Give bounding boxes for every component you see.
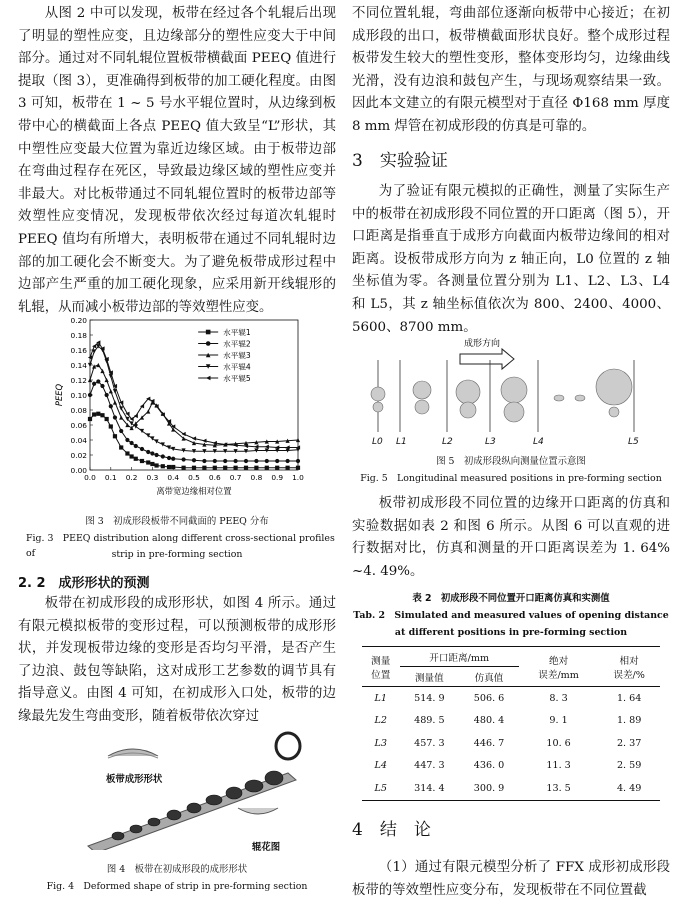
y-tick-label: 0.10 [70, 390, 87, 400]
legend-marker [206, 376, 211, 381]
series-1-point [140, 459, 144, 463]
section-4-title: 4 结 论 [352, 820, 431, 840]
series-2-point [254, 459, 258, 463]
section-3-title: 3 实验验证 [352, 151, 448, 171]
table-header-abs [519, 647, 598, 687]
table-cell-rel: 4. 49 [598, 777, 660, 800]
table-row [362, 755, 660, 778]
table-cell-abs: 8. 3 [549, 692, 568, 704]
x-tick-label: 0.1 [104, 473, 117, 482]
series-5-point [254, 445, 258, 449]
x-tick-label: 0.0 [84, 473, 96, 482]
y-tick-label: 0.12 [70, 375, 87, 385]
table2-title-en-2: at different positions in pre-forming section [394, 627, 628, 638]
y-tick-label: 0.08 [70, 405, 87, 415]
fig5-diagram [352, 332, 670, 450]
left-paragraph-2: 板带在初成形段的成形形状，如图 4 所示。通过有限元模拟板带的变形过程，可以预测板带的成形形状，并发现板带边缘的变形是否均匀平滑，是否产生了边浪、鼓包等缺陷，这对成形工艺参数的调节具有指导意义。由图 4 可知，在初成形入口处，板带的边缘最先发生弯曲变形，随着板带依次穿过 [18, 596, 336, 724]
fig3-chart [18, 308, 336, 508]
series-2-point [130, 441, 134, 445]
series-2-point [202, 459, 206, 463]
series-1-point [213, 466, 217, 470]
series-5-point [192, 436, 196, 440]
table-cell-rel: 1. 64 [616, 692, 642, 704]
legend-label: 水平辊2 [223, 339, 251, 349]
x-tick-label: 0.5 [188, 473, 200, 482]
table-cell-rel: 1. 89 [616, 715, 642, 727]
series-2-point [88, 393, 92, 397]
series-2-point [244, 459, 248, 463]
series-2-point [234, 459, 238, 463]
series-2-point [134, 444, 138, 448]
table-cell-sim: 300. 9 [459, 777, 519, 800]
series-1-point [171, 465, 175, 469]
series-5-point [265, 445, 269, 449]
series-2-point [109, 404, 113, 408]
series-1-point [134, 457, 138, 461]
table2-title-cn: 表 2 初成形段不同位置开口距离仿真和实测值 [412, 593, 610, 604]
table-cell-rel: 2. 59 [616, 760, 642, 772]
table-header-opening: 开口距离/mm [400, 647, 519, 667]
table-cell-pos: L4 [374, 760, 387, 772]
fig4-caption-en: Fig. 4 Deformed shape of strip in pre-forming section [46, 881, 308, 892]
series-1-point [113, 434, 117, 438]
series-3-point [113, 400, 117, 404]
y-tick-label: 0.06 [70, 420, 87, 430]
y-tick-label: 0.16 [70, 345, 87, 355]
table-header-measured: 测量值 [400, 667, 460, 687]
table-cell-meas: 489. 5 [414, 715, 445, 727]
table-cell-meas: 514. 9 [414, 692, 445, 704]
series-2-point [286, 459, 290, 463]
table-cell-pos: L1 [374, 692, 387, 704]
series-1-point [223, 466, 227, 470]
header-pos-line1: 测量 [371, 655, 391, 667]
fig5-pos-L4: L4 [533, 437, 544, 447]
fig5-caption-en: Fig. 5 Longitudinal measured positions in pre-forming section [360, 473, 662, 484]
series-1-point [96, 412, 100, 416]
series-2-point [192, 458, 196, 462]
fig4-caption-cn: 图 4 板带在初成形段的成形形状 [106, 864, 248, 875]
header-pos-line2: 位置 [371, 669, 391, 681]
table-row [362, 710, 660, 733]
table-cell-abs: 13. 5 [519, 777, 598, 800]
series-1-point [88, 417, 92, 421]
table-cell-sim: 436. 0 [473, 760, 505, 772]
series-1-point [167, 465, 171, 469]
series-2-point [125, 438, 129, 442]
fig5-pos-L0: L0 [372, 437, 383, 447]
series-2-point [105, 393, 109, 397]
section-2-2-title: 2. 2 成形形状的预测 [18, 576, 150, 591]
fig3-caption-en-1: Fig. 3 PEEQ distribution along different cross-sectional profiles of [26, 533, 335, 559]
series-1-point [100, 413, 104, 417]
table-row [362, 777, 660, 800]
series-2-point [92, 382, 96, 386]
series-1-point [244, 466, 248, 470]
fig5-arrow-label: 成形方向 [464, 339, 501, 349]
series-1-point [161, 464, 165, 468]
table2-title-en-1: Tab. 2 Simulated and measured values of opening distance [353, 610, 669, 621]
table-cell-meas: 447. 3 [414, 760, 445, 772]
y-tick-label: 0.04 [70, 435, 87, 445]
series-2-point [96, 379, 100, 383]
series-5-point [125, 412, 129, 416]
series-1-point [296, 466, 300, 470]
table-header-position [362, 647, 400, 687]
table-cell-abs: 9. 1 [549, 715, 568, 727]
y-axis-label: PEEQ [54, 383, 64, 407]
series-2-point [154, 453, 158, 457]
series-line-4 [90, 346, 298, 451]
table-header-rel [598, 647, 660, 687]
series-3-point [146, 409, 150, 413]
series-1-point [125, 451, 129, 455]
x-tick-label: 0.2 [125, 473, 138, 482]
header-abs-line1: 绝对 [548, 655, 569, 667]
table-cell-abs: 10. 6 [546, 737, 571, 749]
header-rel-line2: 误差/% [613, 669, 645, 681]
series-1-point [182, 466, 186, 470]
forming-direction-arrow-icon [460, 349, 514, 369]
series-2-point [119, 429, 123, 433]
series-2-point [167, 456, 171, 460]
legend-label: 水平辊1 [223, 328, 251, 337]
y-tick-label: 0.00 [70, 465, 87, 475]
table-cell-rel: 2. 37 [616, 737, 642, 749]
series-1-point [150, 462, 154, 466]
table-cell-abs: 11. 3 [546, 760, 571, 772]
series-5-point [202, 439, 206, 443]
series-3-point [119, 415, 123, 419]
fig4-label-shape: 板带成形形状 [106, 774, 163, 785]
series-2-point [265, 459, 269, 463]
fig5-caption-cn: 图 5 初成形段纵向测量位置示意图 [436, 456, 586, 467]
series-2-point [213, 459, 217, 463]
fig5-pos-L1: L1 [396, 437, 407, 447]
series-1-point [275, 466, 279, 470]
series-2-point [140, 447, 144, 451]
series-2-point [275, 459, 279, 463]
series-1-point [192, 466, 196, 470]
right-paragraph-3: 板带初成形段不同位置的边缘开口距离的仿真和实验数据如表 2 和图 6 所示。从图 6 可以直观的进行数据对比，仿真和测量的开口距离误差为 1. 64% ~4. 49%。 [352, 496, 670, 579]
table-cell-meas: 457. 3 [414, 737, 445, 749]
table-cell-pos: L5 [362, 777, 400, 800]
table-row [362, 687, 660, 710]
fig4-label-roll: 辊花图 [252, 842, 281, 853]
y-tick-label: 0.02 [70, 450, 87, 460]
x-tick-label: 0.8 [250, 473, 263, 482]
x-axis-label: 离带宽边缘相对位置 [156, 486, 232, 496]
series-1-point [130, 454, 134, 458]
table-cell-sim: 480. 4 [473, 715, 505, 727]
series-2-point [100, 384, 104, 388]
series-1-point [265, 466, 269, 470]
series-2-point [146, 450, 150, 454]
series-2-point [296, 459, 300, 463]
table-cell-pos: L2 [374, 715, 387, 727]
series-2-point [161, 454, 165, 458]
series-4-point [154, 439, 158, 443]
series-4-point [167, 445, 171, 449]
series-2-point [150, 451, 154, 455]
x-tick-label: 0.4 [167, 473, 180, 482]
table-cell-sim: 446. 7 [473, 737, 505, 749]
series-2-point [171, 457, 175, 461]
legend-label: 水平辊3 [223, 351, 251, 360]
y-tick-label: 0.20 [70, 315, 87, 325]
series-2-point [182, 457, 186, 461]
table-header-simulated: 仿真值 [459, 667, 519, 687]
x-tick-label: 0.9 [271, 473, 284, 482]
table-cell-meas: 314. 4 [400, 777, 460, 800]
table2 [362, 646, 660, 801]
series-1-point [146, 460, 150, 464]
series-1-point [286, 466, 290, 470]
x-tick-label: 0.7 [229, 473, 242, 482]
fig3-caption-en-2: strip in pre-forming section [111, 549, 243, 560]
fig3-caption-cn: 图 3 初成形段板带不同截面的 PEEQ 分布 [85, 516, 269, 527]
header-rel-line1: 相对 [619, 655, 639, 667]
y-tick-label: 0.18 [70, 330, 87, 340]
right-paragraph-4: （1）通过有限元模型分析了 FFX 成形初成形段板带的等效塑性应变分布，发现板带在不同位置截 [352, 860, 670, 898]
x-tick-label: 0.3 [146, 473, 159, 482]
series-line-3 [90, 365, 298, 445]
series-3-point [105, 378, 109, 382]
series-4-point [161, 442, 165, 446]
series-1-point [119, 445, 123, 449]
series-1-point [254, 466, 258, 470]
series-2-point [113, 415, 117, 419]
right-paragraph-1: 不同位置轧辊，弯曲部位逐渐向板带中心接近；在初成形段的出口，板带横截面形状良好。整个成形过程板带发生较大的塑性变形，整体变形均匀，边缘曲线光滑，没有边浪和鼓包产生，与现场观察结果一致。因此本文建立的有限元模型对于直径 Φ168 mm 厚度 8 mm 焊管在初成形段的仿真是可靠的。 [352, 6, 670, 134]
table-cell-pos: L3 [374, 737, 387, 749]
series-1-point [202, 466, 206, 470]
fig4-image [78, 728, 308, 850]
series-4-point [119, 406, 123, 410]
legend-marker [206, 341, 211, 346]
x-tick-label: 1.0 [292, 473, 304, 482]
series-1-point [92, 412, 96, 416]
legend-label: 水平辊4 [223, 362, 251, 372]
legend-label: 水平辊5 [223, 374, 251, 383]
fig5-pos-L5: L5 [628, 437, 639, 447]
table-cell-sim: 506. 6 [473, 692, 505, 704]
fig5-pos-L2: L2 [442, 437, 453, 447]
series-1-point [105, 417, 109, 421]
table-row [362, 732, 660, 755]
series-1-point [234, 466, 238, 470]
series-1-point [154, 463, 158, 467]
legend-marker [206, 330, 211, 335]
x-tick-label: 0.6 [208, 473, 221, 482]
fig5-pos-L3: L3 [485, 437, 496, 447]
left-paragraph-1: 从图 2 中可以发现，板带在经过各个轧辊后出现了明显的塑性应变，且边缘部分的塑性应变大于中间部分。通过对不同轧辊位置板带横截面 PEEQ 值进行提取（图 3），更准确得到板带的加工硬化程度。由图 3 可知，板带在 1 ~ 5 号水平辊位置时，从边缘到板带中心的横截面上各点 PEEQ 值大致呈“L”形状，其中塑性应变最大位置为靠近边缘区域。由于板带边部在弯曲过程存在死区，导致最边缘区域的塑性应变并非最大。对比板带通过不同轧辊位置时的板带边部等效塑性应变情况，发现板带依次经过每道次轧辊时 PEEQ 值均有所增大，表明板带在通过不同轧辊时边部的加工硬化会不断变大。为了避免板带成形过程中边部产生严重的加工硬化现象，应采用新开线辊形的轧辊，从而减小板带边部的等效塑性应变。 [18, 6, 336, 315]
right-paragraph-2: 为了验证有限元模拟的正确性，测量了实际生产中的板带在初成形段不同位置的开口距离（图 5），开口距离是指垂直于成形方向截面内板带边缘间的相对距离。设板带成形方向为 z 轴正向，L0 位置的 z 轴坐标值为零。各测量位置分别为 L1、L2、L3、L4 和 L5，其 z 轴坐标值依次为 800、2400、4000、5600、8700 mm。 [352, 184, 670, 335]
series-2-point [223, 459, 227, 463]
series-1-point [109, 424, 113, 428]
y-tick-label: 0.14 [70, 360, 87, 370]
header-abs-line2: 误差/mm [538, 669, 579, 681]
series-3-point [109, 389, 113, 393]
